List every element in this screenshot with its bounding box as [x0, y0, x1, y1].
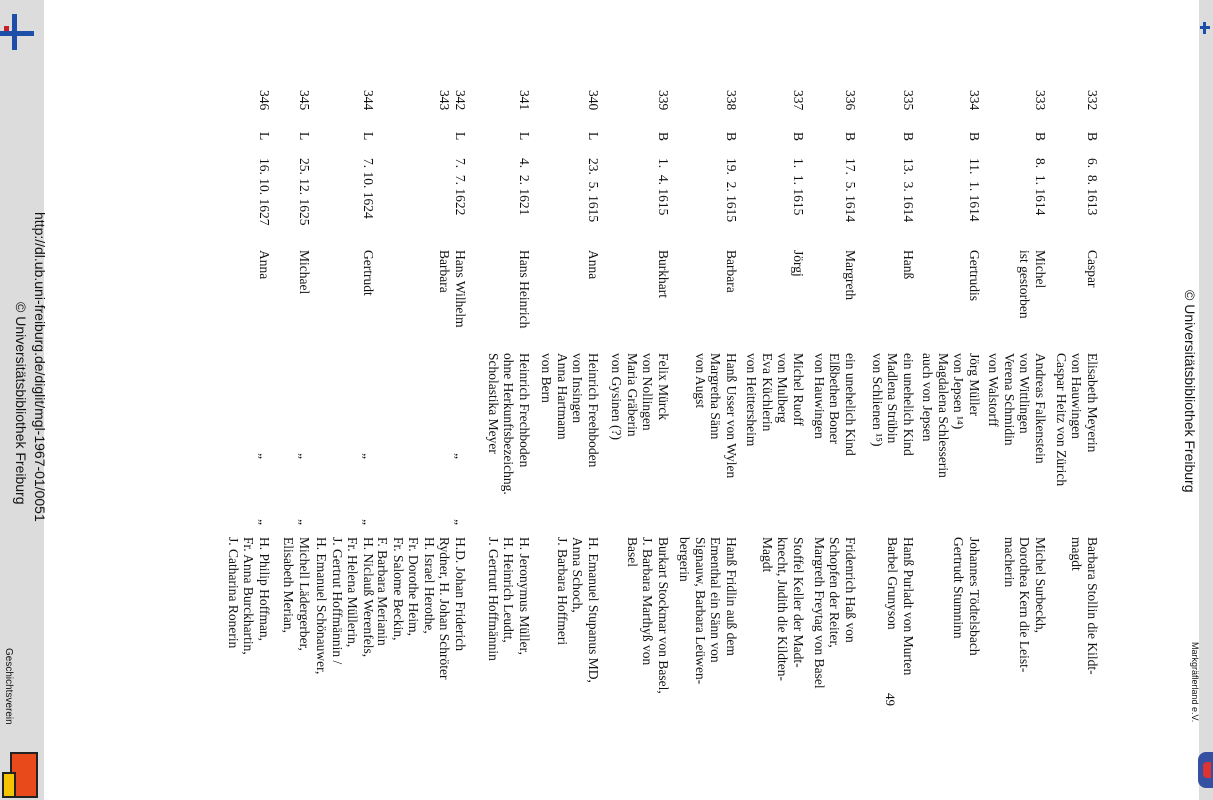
entry-number-line: 339: [656, 90, 671, 111]
parents-line: von Gysinen (?): [609, 353, 625, 440]
entry-type: B: [724, 132, 739, 142]
parents-line: ein unehelich Kind: [843, 353, 858, 456]
entry-date: 11. 1. 1614: [967, 158, 982, 222]
entry-number: [843, 90, 859, 110]
entry-number-line: 335: [901, 90, 916, 111]
parents-line: Madlena Strübin: [885, 353, 901, 444]
entry-type: B: [1085, 132, 1100, 142]
godparents-line: Hanß Purladt von Murten: [901, 537, 916, 676]
parents: [486, 353, 533, 495]
parents-line: von Bern: [539, 353, 555, 403]
parents-line: Maria Gräberin: [625, 353, 640, 437]
left-copyright: © Universitätsbibliothek Freiburg: [13, 302, 29, 505]
child-name-line: Anna: [586, 250, 601, 280]
parents-line: „: [297, 453, 312, 459]
parents-line: Heinrich Freehboden: [586, 353, 601, 468]
godparents: [677, 537, 739, 697]
entry-number: [1085, 90, 1101, 110]
child-name: [1017, 250, 1048, 319]
entry-number-line: 344: [361, 90, 376, 111]
godparents-line: magdt: [1069, 537, 1085, 571]
child-name-line: Burkhart: [656, 250, 671, 298]
entry-type: L: [453, 132, 468, 141]
entry-number-line: 343: [437, 90, 453, 111]
entry-type: L: [361, 132, 376, 141]
child-name: [843, 250, 859, 300]
godparents: [885, 537, 916, 697]
parents-line: Scholastika Meyer: [486, 353, 501, 454]
godparents-line: knecht, Judith die Kildten-: [775, 537, 791, 681]
entry-number-line: 334: [967, 90, 982, 111]
parents-line: auch von Jepsen: [920, 353, 936, 442]
godparents-line: Margreth Freytag von Basel: [812, 537, 827, 689]
child-name-line: Jörgj: [791, 250, 806, 277]
parents-line: Magdalena Schlesserin: [936, 353, 951, 478]
parents: [609, 353, 671, 440]
parents: [453, 353, 469, 525]
entry-date: 23. 5. 1615: [586, 158, 601, 223]
godparents-line: Michel Surbeckh,: [1033, 537, 1048, 633]
godparents-line: H. Emanuel Schönauwer,: [314, 537, 330, 675]
parents-line: von Hauwingen: [812, 353, 827, 439]
godparents: [226, 537, 273, 697]
parents-line: Anna Hartmann: [555, 353, 570, 440]
entry-type: B: [1033, 132, 1048, 142]
godparents-line: Anna Schoch,: [570, 537, 586, 613]
godparents: [625, 537, 672, 697]
child-name-line: Barbara: [724, 250, 739, 293]
entry-type: L: [517, 132, 532, 141]
parents-line: von Mulberg: [775, 353, 791, 423]
entry-number: [967, 90, 983, 110]
parents-line: Elisabeth Meyerin: [1085, 353, 1100, 453]
right-society-name: Markgräflerland e.V.: [1190, 642, 1200, 723]
entry-date: 4. 2. 1621: [517, 158, 532, 216]
parents-line: Caspar Heitz von Zürich: [1054, 353, 1069, 487]
child-name-line: Michael: [297, 250, 312, 295]
godparents-line: Magdt: [760, 537, 775, 573]
entry-number-line: 333: [1033, 90, 1048, 111]
parents: [870, 353, 917, 456]
godparents: [951, 537, 982, 697]
godparents-line: F. Barbara Merianin: [375, 537, 391, 646]
parents-line: von Insingen: [570, 353, 586, 424]
entry-date: 7. 10. 1624: [361, 158, 376, 219]
child-name-line: Caspar: [1085, 250, 1100, 288]
child-name-line: Barbara: [437, 250, 453, 293]
entry-number-line: 336: [843, 90, 858, 111]
godparents-line: H. Philip Hoffman,: [257, 537, 272, 641]
godparents-line: Schopfen der Reiter,: [827, 537, 843, 648]
child-name: [361, 250, 377, 296]
child-name-line: Hanß: [901, 250, 916, 280]
parents-line: Margretha Sänn: [708, 353, 724, 440]
parents-line: Heinrich Frechboden: [517, 353, 532, 468]
entry-date: 13. 3. 1614: [901, 158, 916, 223]
parents-line: Elßbethen Boner: [827, 353, 843, 445]
parents-line: „: [361, 453, 376, 459]
society-badge-icon: [1198, 752, 1213, 788]
entry-number-line: 338: [724, 90, 739, 111]
parents-line: Michel Ruoff: [791, 353, 806, 426]
child-name-line: Margreth: [843, 250, 858, 300]
godparents-line: Barbel Grunyson: [885, 537, 901, 630]
parents-line: „: [257, 519, 272, 525]
godparents-line: Dorothea Kern die Leist-: [1017, 537, 1033, 673]
godparents-line: Ementhal ein Sänn von: [708, 537, 724, 663]
entry-date: 19. 2. 1615: [724, 158, 739, 223]
godparents-line: Hanß Fridlin auß dem: [724, 537, 739, 656]
entry-number-line: 341: [517, 90, 532, 111]
child-name-line: Anna: [257, 250, 272, 280]
entry-number: [297, 90, 313, 110]
entry-type: L: [257, 132, 272, 141]
godparents-line: H. Emanuel Stupanus MD,: [586, 537, 601, 683]
child-name: [517, 250, 533, 328]
entry-type: B: [967, 132, 982, 142]
parents: [693, 353, 740, 478]
godparents-line: J. Gertrutt Hoffmännin: [486, 537, 501, 661]
godparents: [1069, 537, 1100, 697]
godparents-line: Fr. Salome Beckin,: [391, 537, 406, 641]
parents-line: „: [453, 519, 468, 525]
entry-date: 16. 10. 1627: [257, 158, 272, 226]
entry-date: 1. 1. 1615: [791, 158, 806, 216]
entry-number-line: 342: [453, 90, 468, 111]
godparents-line: H. Jeronymus Müller,: [517, 537, 532, 655]
parents-line: Andreas Falkenstein: [1033, 353, 1048, 464]
parents-line: von Nollingen: [640, 353, 656, 431]
godparents-line: Fr. Dorothe Heim,: [406, 537, 422, 636]
godparents-line: Fr. Helena Müllerin,: [345, 537, 361, 648]
godparents-line: J. Barbara Hoffmeri: [555, 537, 570, 646]
entry-number: [1033, 90, 1049, 110]
parents-line: Hanß Usser von Wylen: [724, 353, 739, 479]
godparents-line: H. Israel Herothe,: [422, 537, 437, 634]
godparents: [1002, 537, 1049, 697]
entry-number-line: 337: [791, 90, 806, 111]
godparents: [281, 537, 312, 697]
parents-line: von Jepsen ¹⁴): [951, 353, 967, 430]
parents-line: „: [297, 519, 312, 525]
parents-line: ohne Herkunftsbezeichng.: [501, 353, 517, 495]
godparents-line: H. Niclauß Werenfels,: [361, 537, 376, 658]
child-name: [901, 250, 917, 279]
child-name: [257, 250, 273, 279]
entry-date: 1. 4. 1615: [656, 158, 671, 216]
entry-number: [517, 90, 533, 110]
godparents: [314, 537, 376, 697]
godparents-line: Gertrudt Stumninn: [951, 537, 967, 639]
parents-line: „: [257, 453, 272, 459]
parents-line: von Wittlingen: [1017, 353, 1033, 434]
entry-type: L: [297, 132, 312, 141]
child-name-line: Michel: [1033, 250, 1048, 289]
parents-line: von Augst: [693, 353, 708, 409]
entry-number: [656, 90, 672, 110]
godparents-line: Michell Lädergerber,: [297, 537, 312, 651]
parents-line: von Heittersheim: [744, 353, 760, 447]
document-url[interactable]: http://dl.ub.uni-freiburg.de/diglit/mgl-1967-01/0051: [32, 212, 48, 522]
library-logo-icon: [0, 14, 36, 50]
godparents-line: Basel: [625, 537, 640, 567]
godparents-line: Elisabeth Merian,: [281, 537, 297, 633]
entry-date: 6. 8. 1613: [1085, 158, 1100, 216]
parents-line: von Walstorff: [986, 353, 1002, 427]
parents-line: „: [453, 453, 468, 459]
entry-type: B: [843, 132, 858, 142]
child-name: [656, 250, 672, 298]
entry-number: [437, 90, 468, 110]
entry-number: [361, 90, 377, 110]
godparents-line: bergerin: [677, 537, 693, 582]
entry-date: 8. 1. 1614: [1033, 158, 1048, 216]
entry-type: B: [901, 132, 916, 142]
entry-type: B: [791, 132, 806, 142]
child-name: [967, 250, 983, 301]
page-number: 49: [883, 693, 898, 706]
parents: [986, 353, 1048, 464]
parents: [1054, 353, 1101, 486]
society-name-line1: Geschichtsverein: [3, 648, 14, 725]
child-name-line: Hans Heinrich: [517, 250, 532, 329]
parents-line: Jörg Müller: [967, 353, 982, 417]
parents-line: Felix Mürck: [656, 353, 671, 421]
child-name: [586, 250, 602, 279]
entry-date: 17. 5. 1614: [843, 158, 858, 223]
godparents-line: Signauw, Barbara Leüwen-: [693, 537, 708, 685]
entry-date: 7. 7. 1622: [453, 158, 468, 216]
parents: [812, 353, 859, 456]
child-name-line: ist gestorben: [1017, 250, 1033, 319]
entry-number-line: 345: [297, 90, 312, 111]
parents-line: Eva Küchlerin: [760, 353, 775, 432]
entry-number: [586, 90, 602, 110]
parents: [920, 353, 982, 478]
child-name: [791, 250, 807, 277]
godparents: [555, 537, 602, 697]
godparents-line: J. Barbara Marthyß von: [640, 537, 656, 666]
godparents-line: H.D. Johan Friderich: [453, 537, 468, 651]
entry-type: B: [656, 132, 671, 142]
godparents-line: Rydner, H. Johan Schröter: [437, 537, 453, 680]
parents-line: von Schlienen ¹⁵): [870, 353, 885, 447]
parents-line: „: [361, 519, 376, 525]
child-name: [437, 250, 468, 328]
godparents-line: Fridenrich Haß von: [843, 537, 858, 643]
library-logo-icon-right: [1200, 22, 1210, 34]
godparents: [486, 537, 533, 697]
right-margin: [1199, 0, 1213, 800]
godparents-line: Fr. Anna Burckhartin,: [241, 537, 257, 655]
child-name: [1085, 250, 1101, 288]
parents-line: von Hauwingen: [1069, 353, 1085, 439]
child-name-line: Gertrudis: [967, 250, 982, 301]
entry-number: [791, 90, 807, 110]
entry-number-line: 332: [1085, 90, 1100, 111]
godparents: [760, 537, 807, 697]
entry-number: [901, 90, 917, 110]
parents: [361, 353, 377, 525]
entry-number-line: 340: [586, 90, 601, 111]
parents-line: Verena Schmidin: [1002, 353, 1017, 446]
entry-type: L: [586, 132, 601, 141]
godparents-line: macherin: [1002, 537, 1017, 588]
godparents: [375, 537, 468, 697]
child-name-line: Hans Wilhelm: [453, 250, 468, 328]
entry-date: 25. 12. 1625: [297, 158, 312, 226]
godparents-line: Stoffel Keller der Madt-: [791, 537, 806, 668]
parents-line: ein unehelich Kind: [901, 353, 916, 456]
parents: [257, 353, 273, 525]
child-name: [297, 250, 313, 294]
parents: [539, 353, 601, 467]
right-copyright: © Universitätsbibliothek Freiburg: [1182, 290, 1198, 493]
parents: [297, 353, 313, 525]
godparents-line: J. Gertrut Hoffmännin /: [330, 537, 345, 665]
entry-number: [724, 90, 740, 110]
child-name: [724, 250, 740, 293]
godparents-line: H. Heinrich Leudtt,: [501, 537, 517, 643]
godparents-line: J. Catharina Ronerin: [226, 537, 241, 649]
entry-number: [257, 90, 273, 110]
godparents: [812, 537, 859, 697]
godparents-line: Johannes Tödtelsbach: [967, 537, 982, 656]
entry-number-line: 346: [257, 90, 272, 111]
society-crest-icon: [2, 752, 38, 798]
godparents-line: Burkart Stockmar von Basel,: [656, 537, 671, 694]
godparents-line: Barbara Stollin die Kildt-: [1085, 537, 1100, 675]
parents: [744, 353, 806, 446]
child-name-line: Gertrudt: [361, 250, 376, 296]
